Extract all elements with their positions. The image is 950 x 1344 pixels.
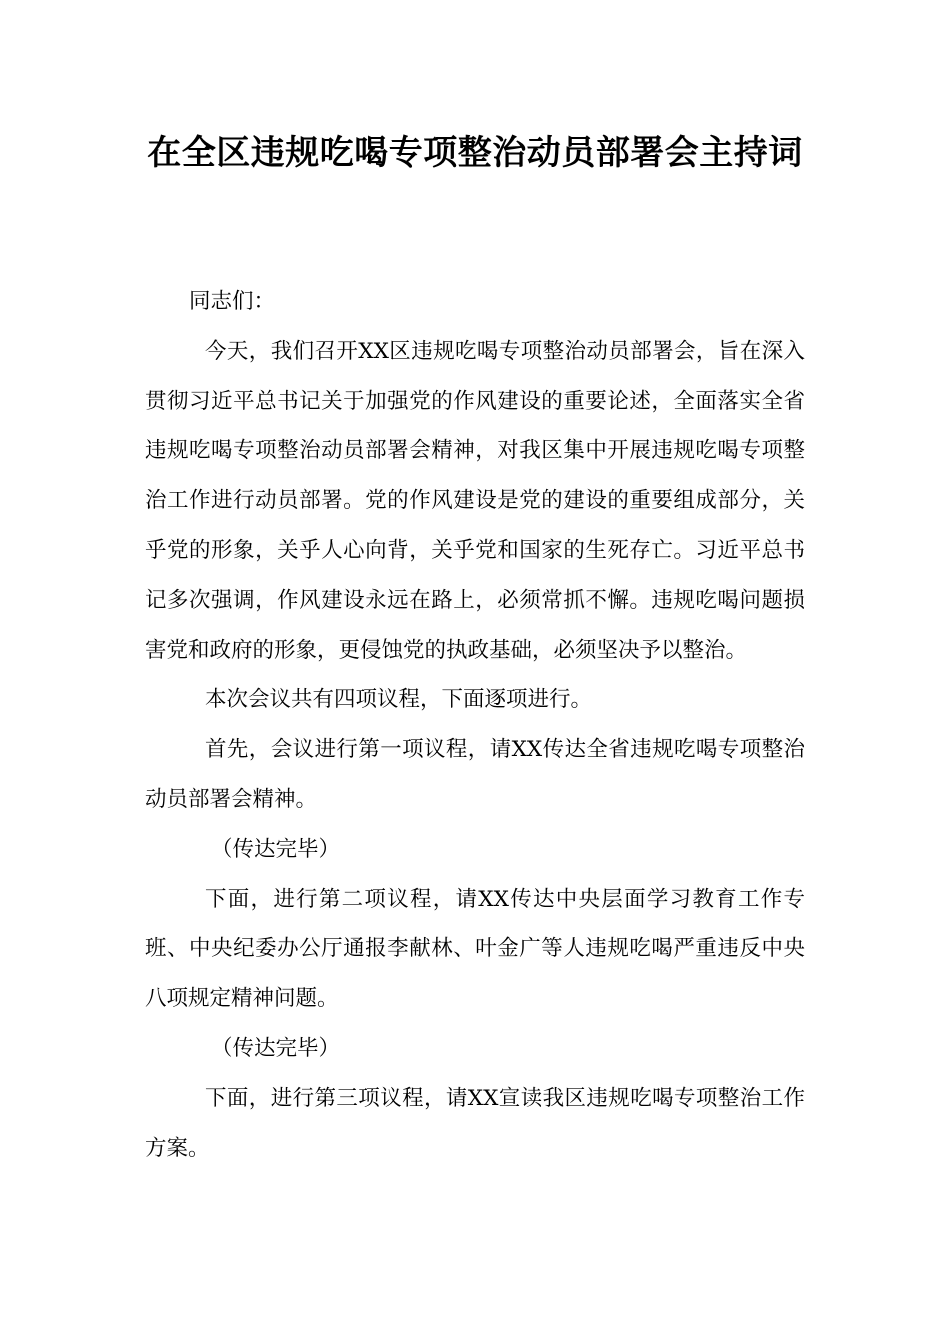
document-title: 在全区违规吃喝专项整治动员部署会主持词: [147, 133, 803, 173]
paragraph-agenda-intro: 本次会议共有四项议程，下面逐项进行。: [205, 687, 593, 713]
document-body: [145, 277, 805, 1173]
paragraph-agenda-item-2: 下面，进行第二项议程，请XX传达中央层面学习教育工作专班、中央纪委办公厅通报李献林、叶金广等人违规吃喝严重违反中央八项规定精神问题。: [145, 886, 805, 1012]
paragraph-note: （传达完毕）: [211, 1035, 341, 1061]
paragraph-note: （传达完毕）: [211, 836, 341, 862]
paragraph-agenda-item-1: 首先，会议进行第一项议程，请XX传达全省违规吃喝专项整治动员部署会精神。: [145, 737, 805, 812]
paragraph-opening: 今天，我们召开XX区违规吃喝专项整治动员部署会，旨在深入贯彻习近平总书记关于加强党的作风建设的重要论述，全面落实全省违规吃喝专项整治动员部署会精神，对我区集中开展违规吃喝专项整治工作进行动员部署。党的作风建设是党的建设的重要组成部分，关乎党的形象，关乎人心向背，关乎党和国家的生死存亡。习近平总书记多次强调，作风建设永远在路上，必须常抓不懈。违规吃喝问题损害党和政府的形象，更侵蚀党的执政基础，必须坚决予以整治。: [145, 338, 805, 663]
paragraph-agenda-item-3: 下面，进行第三项议程，请XX宣读我区违规吃喝专项整治工作方案。: [145, 1085, 805, 1161]
salutation: 同志们：: [189, 289, 276, 314]
